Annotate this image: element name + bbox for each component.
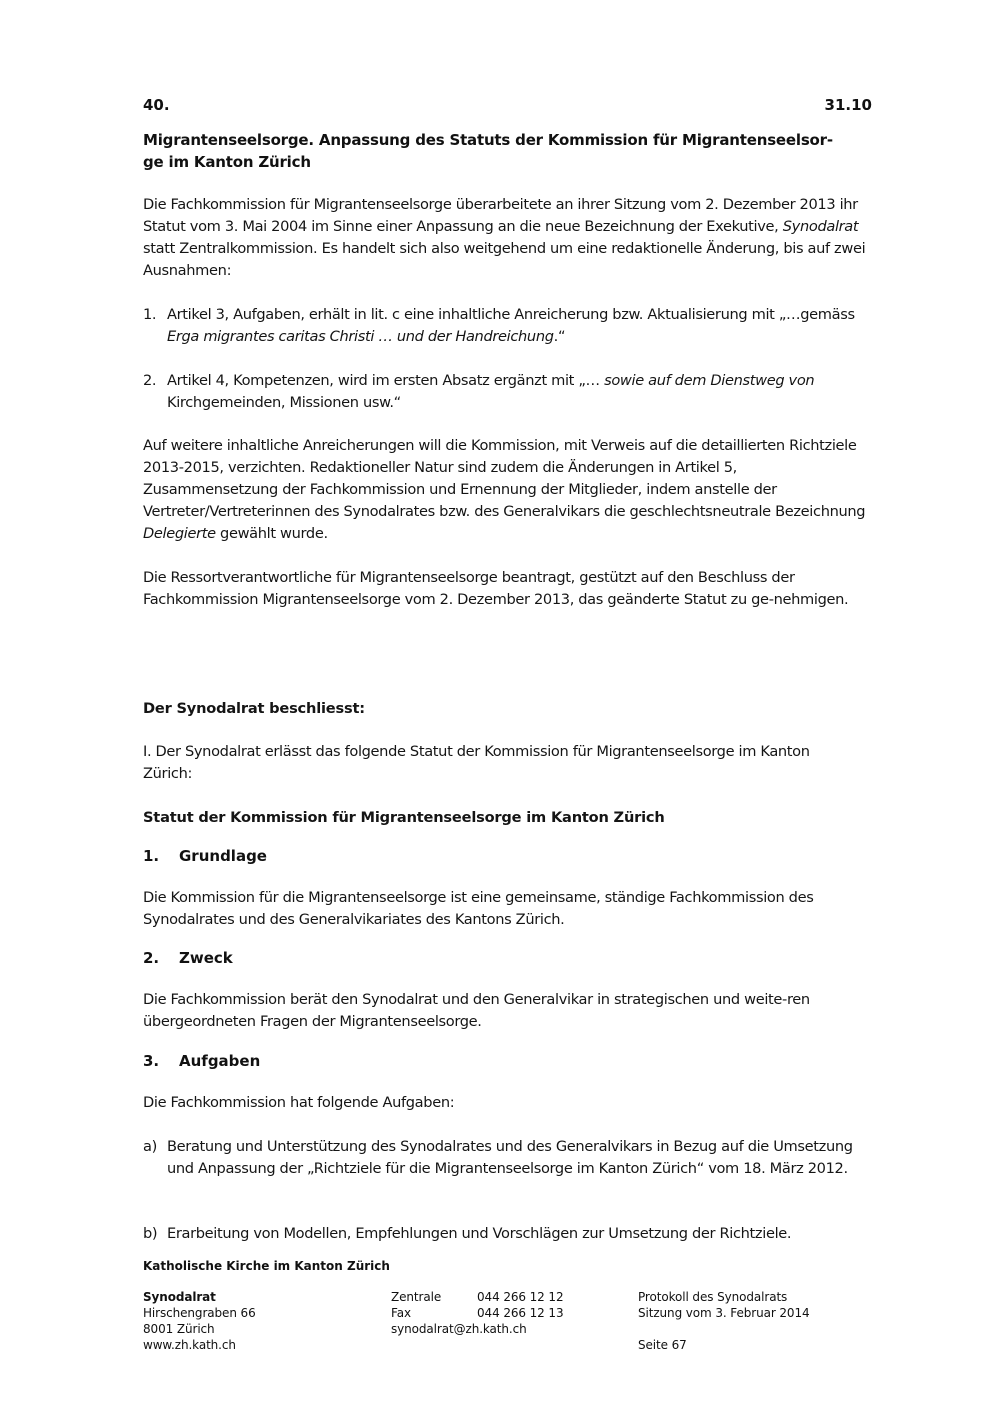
title-line-1: Migrantenseelsorge. Anpassung des Statuts der Kommission für Migrantenseelsor- [143, 131, 833, 149]
section-title: Grundlage [179, 847, 267, 865]
section-1-text: Die Kommission für die Migrantenseelsorge ist eine gemeinsame, ständige Fachkommission des Synodalrates und des Generalvikariates des Kantons Zürich. [143, 889, 814, 928]
exception-text [167, 304, 868, 348]
footer-address-name: Synodalrat [143, 1290, 216, 1304]
exception-text-a: Artikel 4, Kompetenzen, wird im ersten Absatz ergänzt mit „… [167, 372, 605, 389]
footer-address-street: Hirschengraben 66 [143, 1306, 256, 1320]
list-marker: 1. [143, 306, 157, 323]
intro-paragraph-1 [143, 194, 868, 282]
resolution-heading: Der Synodalrat beschliesst: [143, 700, 365, 717]
statute-title: Statut der Kommission für Migrantenseelsorge im Kanton Zürich [143, 809, 665, 826]
exception-item-2 [143, 370, 868, 414]
task-text: Beratung und Unterstützung des Synodalrates und des Generalvikars in Bezug auf die Umsetzung und Anpassung der „Richtziele für die Migrantenseelsorge im Kanton Zürich“ vom 18. März 2012. [167, 1138, 853, 1177]
exception-emphasis: Erga migrantes caritas Christi … und der Handreichung [167, 328, 554, 345]
document-title [143, 129, 863, 173]
fax-number: 044 266 12 13 [477, 1306, 564, 1320]
exception-text-a: Artikel 3, Aufgaben, erhält in lit. c eine inhaltliche Anreicherung bzw. Aktualisierung mit „…gemäss [167, 306, 855, 323]
phone-label: Zentrale [391, 1290, 442, 1304]
footer-email-link[interactable]: synodalrat@zh.kath.ch [391, 1322, 527, 1336]
intro-p2-emphasis: Delegierte [143, 525, 216, 542]
list-marker: a) [143, 1138, 157, 1155]
footer-address-city: 8001 Zürich [143, 1322, 215, 1336]
footer-spacer [638, 1321, 878, 1337]
intro-paragraph-3: Die Ressortverantwortliche für Migrantenseelsorge beantragt, gestützt auf den Beschluss der Fachkommission Migrantenseelsorge vom 2. Dezember 2013, das geänderte Statut zu ge-nehmigen. [143, 569, 849, 608]
footer-address [143, 1289, 363, 1353]
footer-session-date: Sitzung vom 3. Februar 2014 [638, 1306, 810, 1320]
section-heading-3 [143, 1050, 260, 1072]
section-heading-1 [143, 845, 267, 867]
footer-phone-row [391, 1289, 621, 1305]
fax-label: Fax [391, 1306, 411, 1320]
footer-contact [391, 1289, 621, 1337]
exception-text-b: .“ [553, 328, 566, 345]
footer-fax-row [391, 1305, 621, 1321]
section-number: 3. [143, 1052, 160, 1070]
footer-meta [638, 1289, 878, 1353]
section-number: 1. [143, 847, 160, 865]
section-2-text: Die Fachkommission berät den Synodalrat und den Generalvikar in strategischen und weite-ren übergeordneten Fragen der Migrantenseelsorge. [143, 991, 810, 1030]
intro-paragraph-2 [143, 435, 868, 545]
exception-text-b: Kirchgemeinden, Missionen usw.“ [167, 394, 401, 411]
intro-p1-text-a: Die Fachkommission für Migrantenseelsorge überarbeitete an ihrer Sitzung vom 2. Dezember 2013 ihr Statut vom 3. Mai 2004 im Sinne einer Anpassung an die neue Bezeichnung der Exekutive, [143, 196, 858, 235]
section-3-text: Die Fachkommission hat folgende Aufgaben: [143, 1094, 455, 1111]
task-item-a [143, 1136, 868, 1180]
section-title: Zweck [179, 949, 233, 967]
footer-page-number: Seite 67 [638, 1338, 687, 1352]
section-heading-2 [143, 947, 233, 969]
list-marker: b) [143, 1225, 158, 1242]
title-line-2: ge im Kanton Zürich [143, 153, 311, 171]
footer-website-link[interactable]: www.zh.kath.ch [143, 1338, 236, 1352]
resolution-clause-1: I. Der Synodalrat erlässt das folgende Statut der Kommission für Migrantenseelsorge im Kanton Zürich: [143, 743, 810, 782]
task-text: Erarbeitung von Modellen, Empfehlungen und Vorschlägen zur Umsetzung der Richtziele. [167, 1225, 792, 1242]
intro-p1-text-b: statt Zentralkommission. Es handelt sich also weitgehend um eine redaktionelle Änderung, bis auf zwei Ausnahmen: [143, 240, 866, 279]
intro-p2-text-a: Auf weitere inhaltliche Anreicherungen will die Kommission, mit Verweis auf die detaillierten Richtziele 2013-2015, verzichten. Redaktioneller Natur sind zudem die Änderungen in Artikel 5, Zusammensetzung der Fachkommission und Ernennung der Mitglieder, indem anstelle der Vertreter/Vertreterinnen des Synodalrates bzw. des Generalvikars die geschlechtsneutrale Bezeichnung [143, 437, 866, 520]
item-code: 31.10 [824, 96, 872, 114]
section-title: Aufgaben [179, 1052, 261, 1070]
intro-p2-text-b: gewählt wurde. [215, 525, 328, 542]
exception-text [167, 370, 868, 414]
footer-doc-title: Protokoll des Synodalrats [638, 1290, 788, 1304]
exception-item-1 [143, 304, 868, 348]
list-marker: 2. [143, 372, 157, 389]
task-item-b [143, 1223, 883, 1245]
section-number: 2. [143, 949, 160, 967]
intro-p1-emphasis: Synodalrat [782, 218, 859, 235]
item-number: 40. [143, 96, 170, 114]
phone-number: 044 266 12 12 [477, 1290, 564, 1304]
footer-organization: Katholische Kirche im Kanton Zürich [143, 1259, 390, 1273]
exception-emphasis: sowie auf dem Dienstweg von [604, 372, 815, 389]
